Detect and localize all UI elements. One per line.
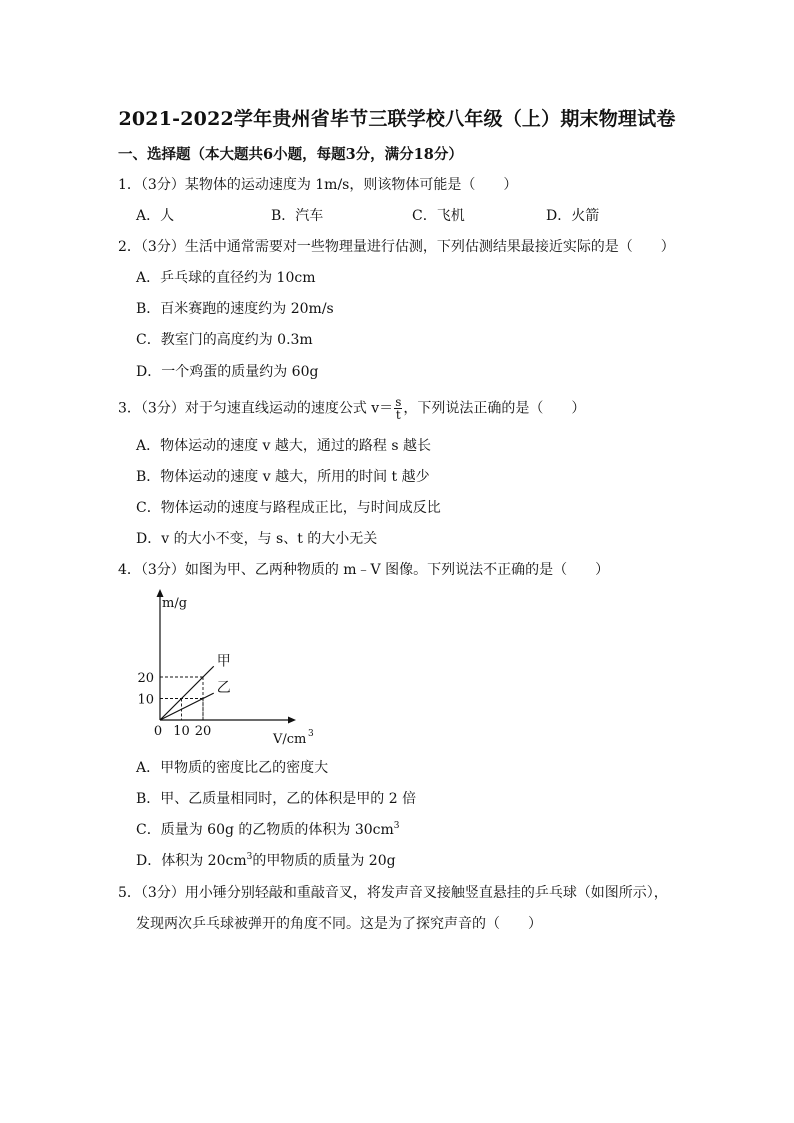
series-line-1 [160, 693, 214, 720]
page-title: 2021-2022学年贵州省毕节三联学校八年级（上）期末物理试卷 [118, 108, 676, 130]
y-tick-label-1: 20 [137, 671, 154, 686]
q3-option-d: D．v 的大小不变，与 s、t 的大小无关 [136, 531, 378, 547]
mass-volume-chart [130, 585, 320, 750]
q4-option-d [136, 851, 396, 871]
x-axis-arrow [288, 717, 296, 724]
q3-option-c: C．物体运动的速度与路程成正比，与时间成反比 [136, 500, 441, 516]
q4-option-d-text-end: 的甲物质的质量为 20g [252, 853, 396, 869]
question-5-stem-line-2: 发现两次乒乓球被弹开的角度不同。这是为了探究声音的（ ） [136, 916, 542, 932]
y-axis-label: m/g [162, 596, 188, 611]
q2-option-d: D．一个鸡蛋的质量约为 60g [136, 364, 319, 380]
x-tick-label-1: 20 [194, 724, 212, 739]
q1-option-a: A．人 [136, 208, 175, 224]
series-line-0 [160, 666, 214, 720]
fraction-numerator: s [395, 395, 402, 409]
q1-option-b: B．汽车 [271, 208, 324, 224]
series-label-1: 乙 [216, 680, 231, 697]
q4-option-c [136, 820, 400, 840]
origin-label: 0 [153, 724, 163, 739]
x-axis-label: V/cm [273, 732, 307, 747]
question-1-stem: 1．（3分）某物体的运动速度为 1m/s，则该物体可能是（ ） [118, 177, 518, 193]
q3-stem-post: ，下列说法正确的是（ ） [403, 400, 586, 417]
q2-option-a: A．乒乓球的直径约为 10cm [136, 270, 316, 286]
x-axis-label-superscript: 3 [308, 729, 314, 739]
q3-option-b: B．物体运动的速度 v 越大，所用的时间 t 越少 [136, 469, 430, 485]
q3-option-a: A．物体运动的速度 v 越大，通过的路程 s 越长 [136, 438, 432, 454]
series-label-0: 甲 [216, 653, 231, 670]
superscript: 3 [393, 821, 400, 831]
q4-option-d-text: D．体积为 20cm [136, 853, 247, 869]
q2-option-b: B．百米赛跑的速度约为 20m/s [136, 301, 334, 317]
section-heading: 一、选择题（本大题共6小题，每题3分，满分18分） [118, 146, 463, 163]
fraction-denominator: t [395, 408, 401, 422]
question-4-stem: 4．（3分）如图为甲、乙两种物质的 m﹣V 图像。下列说法不正确的是（ ） [118, 562, 610, 578]
q3-stem-pre: 3．（3分）对于匀速直线运动的速度公式 v＝ [118, 400, 394, 417]
q1-option-d: D．火箭 [546, 208, 600, 224]
q4-option-a: A．甲物质的密度比乙的密度大 [136, 760, 329, 776]
velocity-fraction [394, 396, 402, 421]
y-tick-label-0: 10 [137, 692, 154, 708]
q4-option-b: B．甲、乙质量相同时，乙的体积是甲的 2 倍 [136, 791, 417, 807]
superscript: 3 [246, 852, 253, 862]
x-tick-label-0: 10 [173, 724, 190, 739]
q2-option-c: C．教室门的高度约为 0.3m [136, 332, 313, 348]
q1-option-c: C．飞机 [412, 208, 465, 224]
question-2-stem: 2．（3分）生活中通常需要对一些物理量进行估测，下列估测结果最接近实际的是（ ） [118, 239, 675, 255]
question-5-stem-line-1: 5．（3分）用小锤分别轻敲和重敲音叉，将发声音叉接触竖直悬挂的乒乓球（如图所示）， [118, 885, 668, 901]
question-3-stem [118, 396, 585, 421]
q4-option-c-text: C．质量为 60g 的乙物质的体积为 30cm [136, 822, 394, 838]
